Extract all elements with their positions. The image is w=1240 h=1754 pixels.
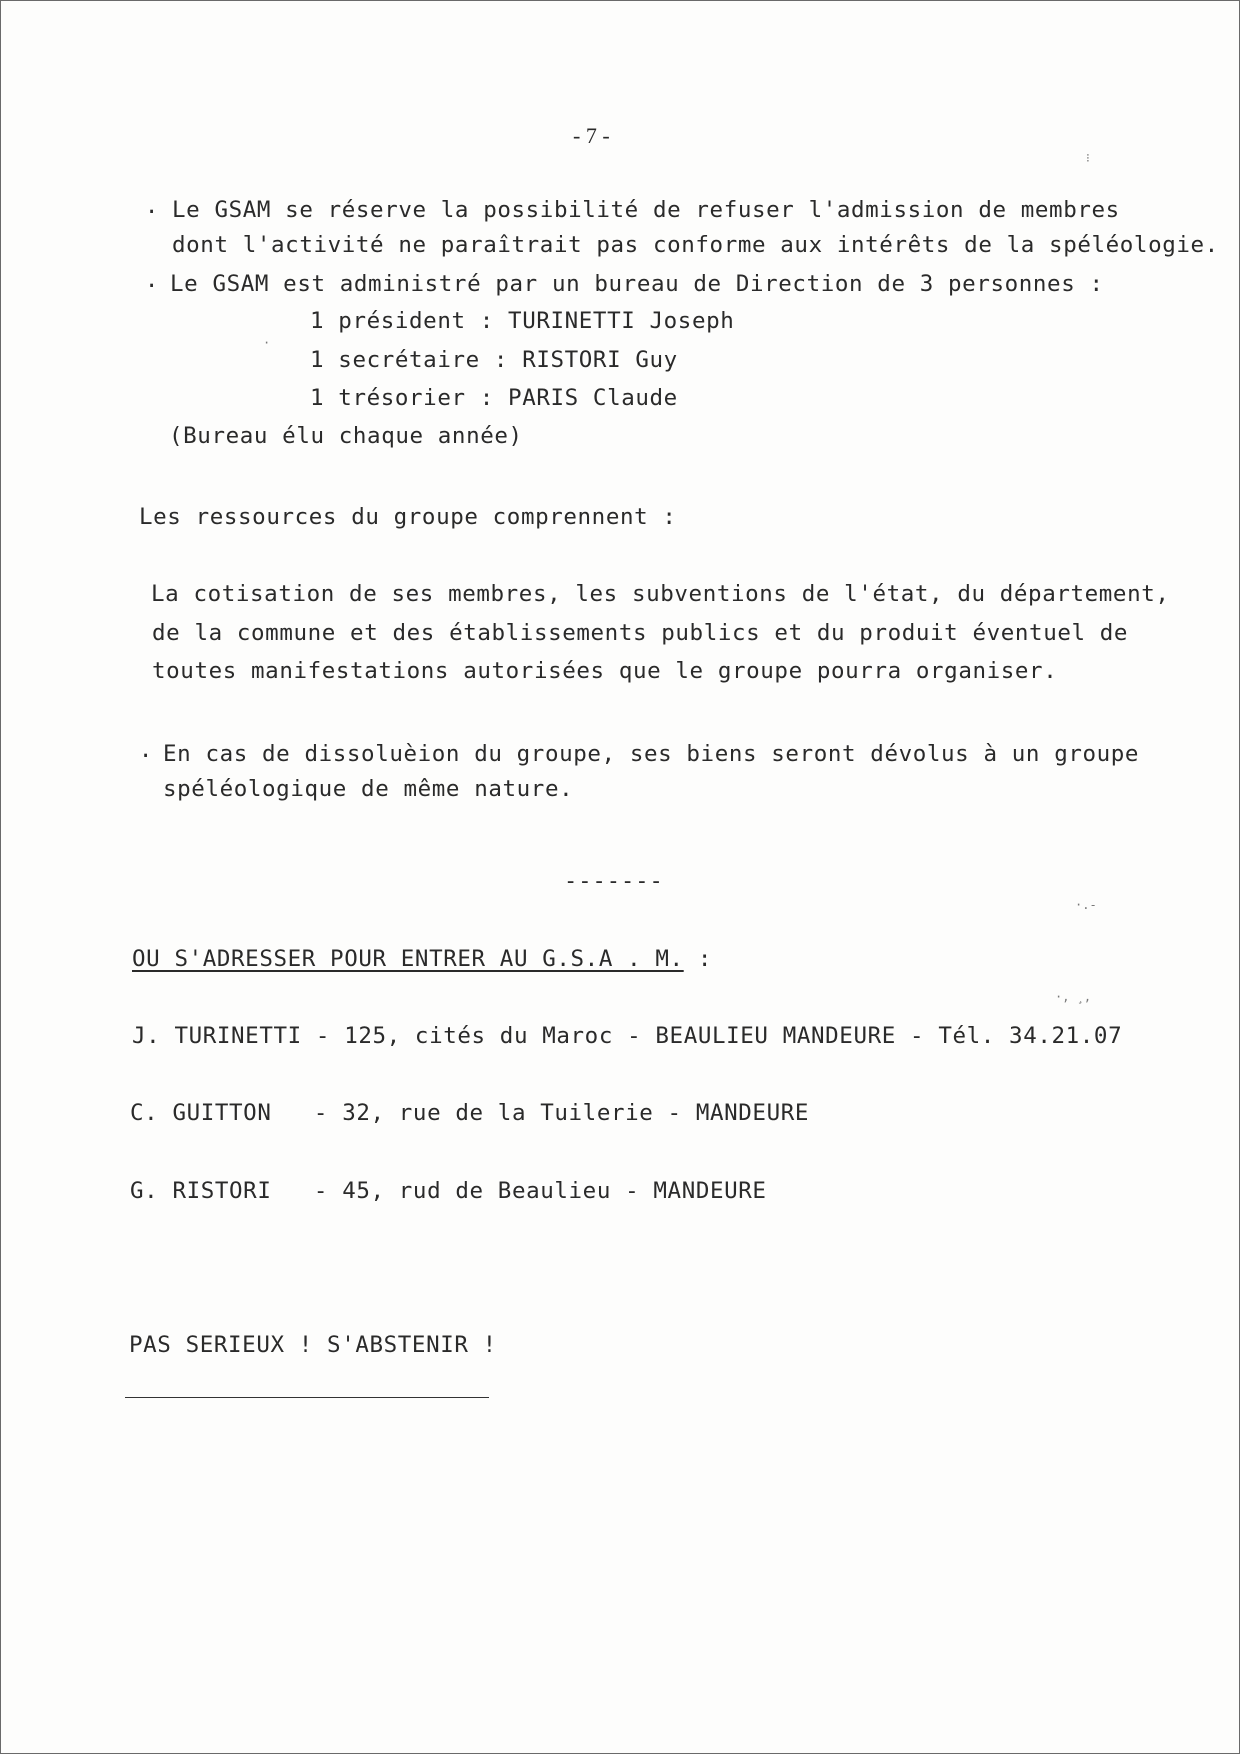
contact-heading-colon: :	[683, 946, 712, 972]
contact-heading	[132, 946, 712, 972]
contact-entry: C. GUITTON - 32, rue de la Tuilerie - MANDEURE	[130, 1100, 810, 1126]
scan-speck: ·	[263, 336, 271, 350]
officer-treasurer: 1 trésorier : PARIS Claude	[310, 385, 678, 411]
officer-secretary: 1 secrétaire : RISTORI Guy	[310, 347, 678, 373]
contact-heading-text: OU S'ADRESSER POUR ENTRER AU G.S.A . M.	[132, 946, 684, 972]
scan-speck: ⁝	[1086, 151, 1090, 165]
scan-speck: ·.-	[1075, 898, 1097, 912]
resources-intro: Les ressources du groupe comprennent :	[139, 504, 677, 530]
bullet: .	[145, 268, 159, 293]
contact-entry: G. RISTORI - 45, rud de Beaulieu - MANDEURE	[130, 1178, 767, 1204]
contact-entry: J. TURINETTI - 125, cités du Maroc - BEAULIEU MANDEURE - Tél. 34.21.07	[132, 1023, 1123, 1049]
refuse-line-2: dont l'activité ne paraîtrait pas conforme aux intérêts de la spéléologie.	[172, 232, 1219, 258]
bureau-note: (Bureau élu chaque année)	[169, 423, 523, 449]
admin-line: Le GSAM est administré par un bureau de Direction de 3 personnes :	[170, 271, 1104, 297]
bullet: .	[139, 738, 153, 763]
section-separator: -------	[564, 869, 664, 894]
officer-president: 1 président : TURINETTI Joseph	[310, 308, 735, 334]
refuse-line-1: Le GSAM se réserve la possibilité de refuser l'admission de membres	[172, 197, 1120, 223]
closing-rule	[125, 1397, 489, 1398]
resources-line-3: toutes manifestations autorisées que le groupe pourra organiser.	[152, 658, 1058, 684]
bullet: .	[145, 194, 159, 219]
resources-line-2: de la commune et des établissements publics et du produit éventuel de	[152, 620, 1129, 646]
page-number: - 7 -	[573, 123, 610, 148]
scan-speck: ·, ¸,	[1055, 990, 1092, 1004]
closing-warning: PAS SERIEUX ! S'ABSTENIR !	[129, 1332, 497, 1358]
resources-line-1: La cotisation de ses membres, les subventions de l'état, du département,	[151, 581, 1170, 607]
dissolution-line-2: spéléologique de même nature.	[163, 776, 574, 802]
dissolution-line-1: En cas de dissoluèion du groupe, ses biens seront dévolus à un groupe	[163, 741, 1140, 767]
